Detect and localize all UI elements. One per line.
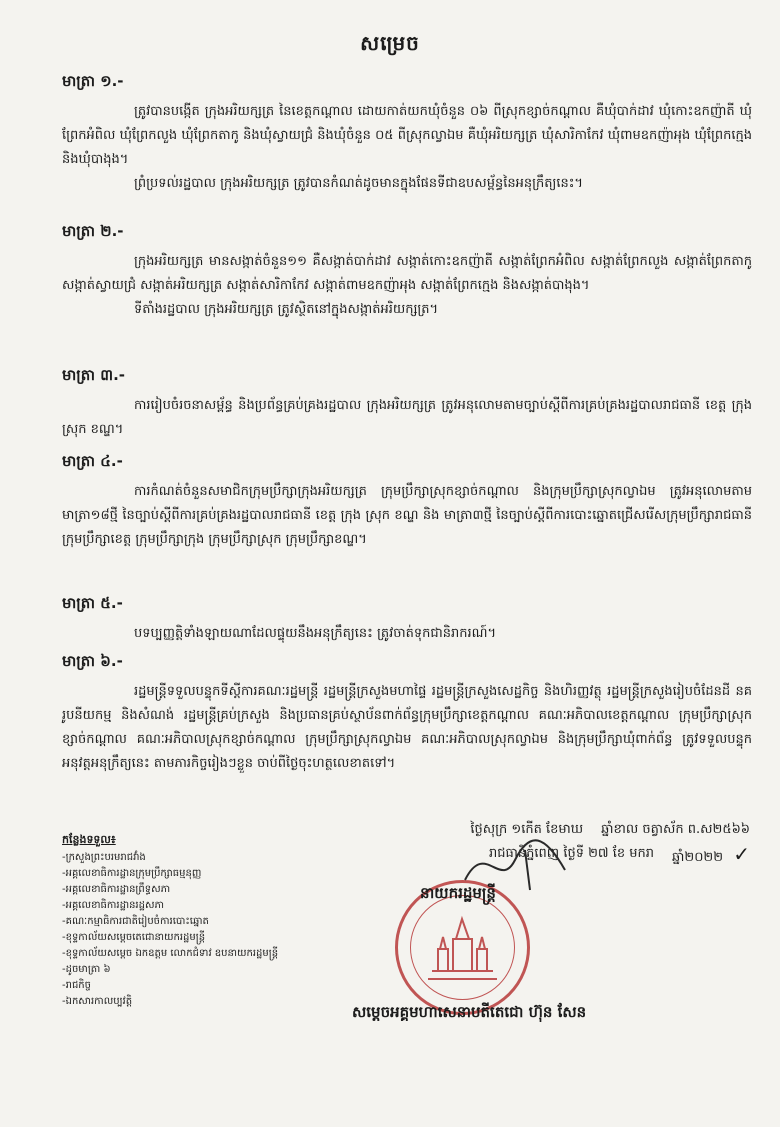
recipients-heading: កន្លែងទទួល៖ [62, 833, 116, 846]
article-heading: មាត្រា ៤.- [62, 452, 123, 470]
recipient-item: -រាជកិច្ច [62, 980, 91, 991]
recipient-item: -ដូចមាត្រា ៦ [62, 964, 111, 975]
signatory-title: នាយករដ្ឋមន្ត្រី [420, 884, 496, 902]
article-heading: មាត្រា ២.- [62, 222, 124, 240]
article-2 [62, 222, 752, 322]
article-6 [62, 652, 752, 776]
article-paragraph: ក្រុងអរិយក្សត្រ មានសង្កាត់ចំនួន១១ គឺសង្កាត់បាក់ដាវ សង្កាត់កោះឧកញ៉ាតី សង្កាត់ព្រែកអំពិល សង្កាត់ព្រែកលួង សង្កាត់ព្រែកតាកូ សង្កាត់ស្វាយជ្រំ សង្កាត់អរិយក្សត្រ សង្កាត់សារិកាកែវ សង្កាត់ពាមឧកញ៉ាអុង សង្កាត់ព្រែកក្មេង និងសង្កាត់បាងុង។ [62, 254, 752, 293]
lunar-year: ឆ្នាំខាល ចត្វាស័ក ព.ស២៥៦៦ [601, 822, 750, 837]
article-paragraph: ការរៀបចំរចនាសម្ព័ន្ធ និងប្រព័ន្ធគ្រប់គ្រងរដ្ឋបាល ក្រុងអរិយក្សត្រ ត្រូវអនុលោមតាមច្បាប់ស្ដីពីការគ្រប់គ្រងរដ្ឋបាលរាជធានី ខេត្ត ក្រុង ស្រុក ខណ្ឌ។ [62, 398, 752, 437]
recipient-item: -ខុទ្ទកាល័យសម្ដេច ឯកឧត្ដម លោកជំទាវ ឧបនាយករដ្ឋមន្ត្រី [62, 948, 279, 959]
article-paragraph: រដ្ឋមន្ត្រីទទួលបន្ទុកទីស្ដីការគណៈរដ្ឋមន្ត្រី រដ្ឋមន្ត្រីក្រសួងមហាផ្ទៃ រដ្ឋមន្ត្រីក្រសួងសេដ្ឋកិច្ច និងហិរញ្ញវត្ថុ រដ្ឋមន្ត្រីក្រសួងរៀបចំដែនដី នគរូបនីយកម្ម និងសំណង់ រដ្ឋមន្ត្រីគ្រប់ក្រសួង និងប្រធានគ្រប់ស្ថាប័នពាក់ព័ន្ធក្រុមប្រឹក្សាខេត្តកណ្ដាល គណៈអភិបាលខេត្តកណ្ដាល ក្រុមប្រឹក្សាស្រុកខ្សាច់កណ្ដាល គណៈអភិបាលស្រុកខ្សាច់កណ្ដាល ក្រុមប្រឹក្សាស្រុកល្វាឯម គណៈអភិបាលស្រុកល្វាឯម និងក្រុមប្រឹក្សាឃុំពាក់ព័ន្ធ ត្រូវទទួលបន្ទុកអនុវត្តអនុក្រឹត្យនេះ តាមភារកិច្ចរៀងៗខ្លួន ចាប់ពីថ្ងៃចុះហត្ថលេខាតទៅ។ [62, 684, 752, 771]
solar-year [672, 842, 750, 870]
article-heading: មាត្រា ៣.- [62, 366, 125, 384]
article-paragraph: ការកំណត់ចំនួនសមាជិកក្រុមប្រឹក្សាក្រុងអរិយក្សត្រ ក្រុមប្រឹក្សាស្រុកខ្សាច់កណ្ដាល និងក្រុមប្រឹក្សាស្រុកល្វាឯម ត្រូវអនុលោមតាមមាត្រា១៨ថ្មី នៃច្បាប់ស្ដីពីការគ្រប់គ្រងរដ្ឋបាលរាជធានី ខេត្ត ក្រុង ស្រុក ខណ្ឌ និង មាត្រា៣ថ្មី នៃច្បាប់ស្ដីពីការបោះឆ្នោតជ្រើសរើសក្រុមប្រឹក្សារាជធានី ក្រុមប្រឹក្សាខេត្ត ក្រុមប្រឹក្សាក្រុង ក្រុមប្រឹក្សាស្រុក ក្រុមប្រឹក្សាខណ្ឌ។ [62, 484, 752, 547]
article-4 [62, 452, 752, 552]
recipients-list [62, 832, 362, 1010]
recipient-item: -ឯកសារកាលប្បវត្តិ [62, 996, 133, 1007]
recipient-item: -ខុទ្ទកាល័យសម្ដេចតេជោនាយករដ្ឋមន្ត្រី [62, 932, 206, 943]
article-5 [62, 594, 752, 646]
recipient-item: -ក្រសួងព្រះបរមរាជវាំង [62, 852, 146, 863]
solar-date: រាជធានីភ្នំពេញ ថ្ងៃទី ២៧ ខែ មករា [489, 846, 654, 861]
recipient-item: -អគ្គលេខាធិការដ្ឋានក្រុមប្រឹក្សាធម្មនុញ្ញ [62, 868, 202, 879]
check-mark: ✓ [733, 842, 750, 866]
decision-title: សម្រេច [360, 31, 420, 55]
article-paragraph: ទីតាំងរដ្ឋបាល ក្រុងអរិយក្សត្រ ត្រូវស្ថិតនៅក្នុងសង្កាត់អរិយក្សត្រ។ [134, 302, 439, 317]
article-paragraph: បទប្បញ្ញត្តិទាំងឡាយណាដែលផ្ទុយនឹងអនុក្រឹត្យនេះ ត្រូវចាត់ទុកជានិរាករណ៍។ [134, 626, 497, 641]
signatory-name: សម្ដេចអគ្គមហាសេនាបតីតេជោ ហ៊ុន សែន [352, 1003, 587, 1021]
article-1 [62, 72, 752, 196]
solar-year-text: ឆ្នាំ២០២២ [671, 850, 724, 865]
article-heading: មាត្រា ៦.- [62, 652, 123, 670]
article-paragraph: ត្រូវបានបង្កើត ក្រុងអរិយក្សត្រ នៃខេត្តកណ្ដាល ដោយកាត់យកឃុំចំនួន ០៦ ពីស្រុកខ្សាច់កណ្ដាល គឺឃុំបាក់ដាវ ឃុំកោះឧកញ៉ាតី ឃុំព្រែកអំពិល ឃុំព្រែកលួង ឃុំព្រែកតាកូ និងឃុំស្វាយជ្រំ និងឃុំចំនួន ០៥ ពីស្រុកល្វាឯម គឺឃុំអរិយក្សត្រ ឃុំសារិកាកែវ ឃុំពាមឧកញ៉ាអុង ឃុំព្រែកក្មេង និងឃុំបាងុង។ [62, 104, 752, 167]
recipient-item: -អគ្គលេខាធិការដ្ឋានរដ្ឋសភា [62, 900, 164, 911]
recipient-item: -គណៈកម្មាធិការជាតិរៀបចំការបោះឆ្នោត [62, 916, 209, 927]
recipient-item: -អគ្គលេខាធិការដ្ឋានព្រឹទ្ធសភា [62, 884, 171, 895]
article-heading: មាត្រា ៥.- [62, 594, 123, 612]
article-paragraph: ព្រំប្រទល់រដ្ឋបាល ក្រុងអរិយក្សត្រ ត្រូវបានកំណត់ដូចមានក្នុងផែនទីជាឧបសម្ព័ន្ធនៃអនុក្រឹត្យនេះ។ [134, 176, 583, 191]
article-heading: មាត្រា ១.- [62, 72, 124, 90]
article-3 [62, 366, 752, 442]
lunar-date: ថ្ងៃសុក្រ ១កើត ខែមាឃ [470, 822, 584, 837]
